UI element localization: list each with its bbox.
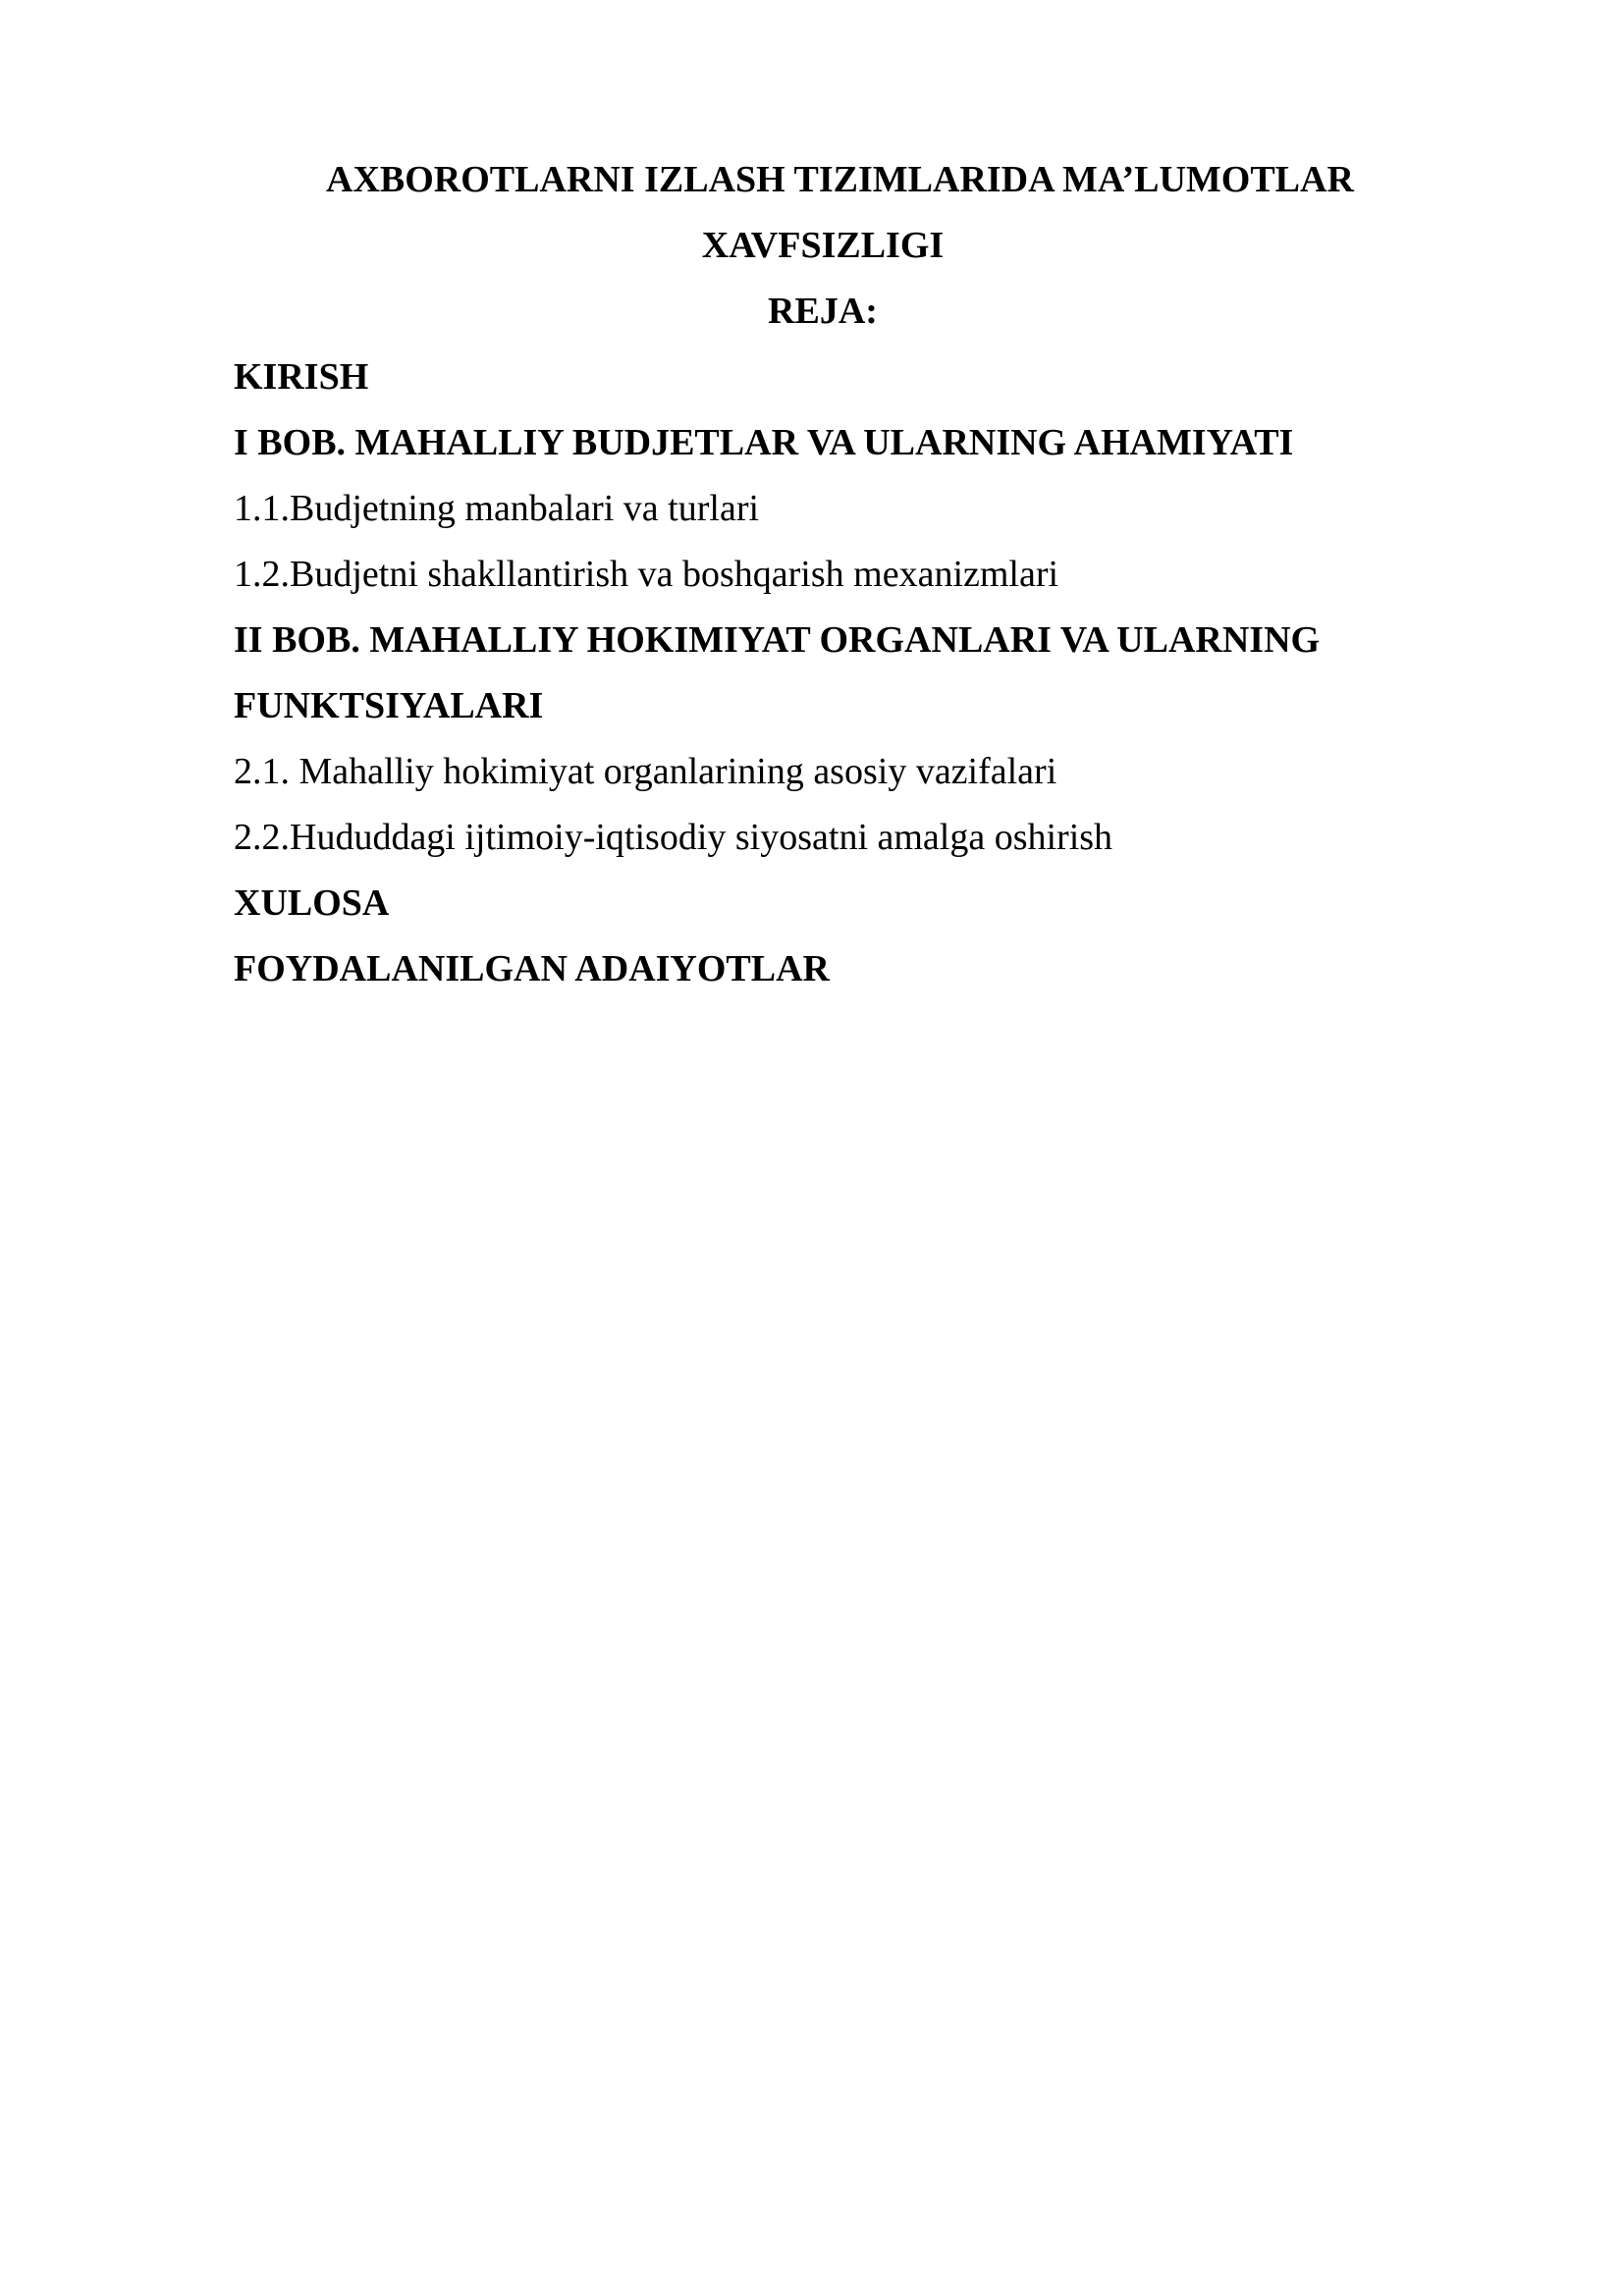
outline-item-xulosa: XULOSA (234, 882, 390, 924)
document-title-line-2: XAVFSIZLIGI (701, 225, 945, 266)
outline-item-chapter-2-line-2: FUNKTSIYALARI (234, 685, 544, 726)
page-content (234, 147, 1412, 1002)
outline-item-kirish: KIRISH (234, 356, 369, 398)
plan-heading: REJA: (768, 291, 878, 332)
outline-item-references: FOYDALANILGAN ADAIYOTLAR (234, 948, 830, 989)
outline-item-section-2-1: 2.1. Mahalliy hokimiyat organlarining asosiy vazifalari (234, 751, 1057, 792)
outline-list (234, 345, 1412, 1002)
outline-item-chapter-1: I BOB. MAHALLIY BUDJETLAR VA ULARNING AHAMIYATI (234, 422, 1294, 463)
outline-item-section-1-1: 1.1.Budjetning manbalari va turlari (234, 488, 760, 529)
outline-item-section-1-2: 1.2.Budjetni shakllantirish va boshqarish mexanizmlari (234, 554, 1059, 595)
outline-item-section-2-2: 2.2.Hududdagi ijtimoiy-iqtisodiy siyosatni amalga oshirish (234, 817, 1113, 858)
outline-item-chapter-2-line-1: II BOB. MAHALLIY HOKIMIYAT ORGANLARI VA ULARNING (234, 619, 1321, 661)
document-title-line-1: AXBOROTLARNI IZLASH TIZIMLARIDA MA’LUMOTLAR (326, 159, 1354, 200)
